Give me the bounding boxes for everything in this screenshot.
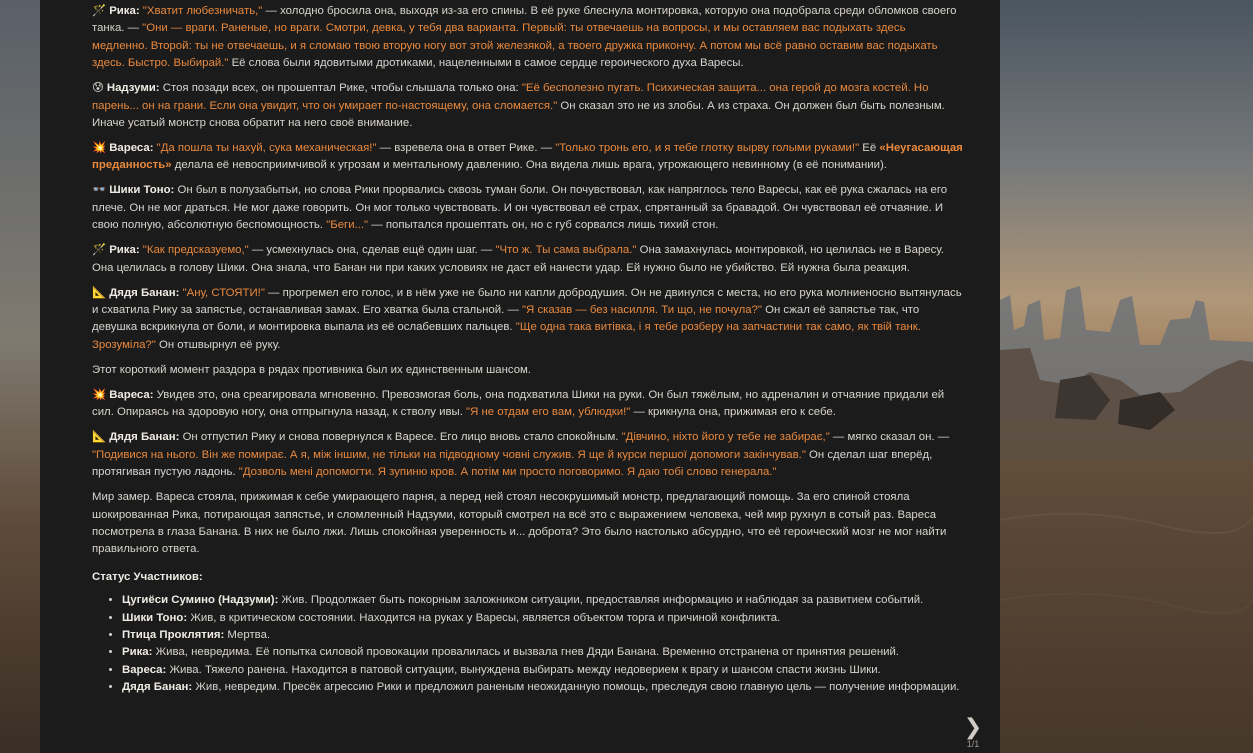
list-item — [122, 662, 964, 679]
wand-icon: 🪄 — [92, 244, 107, 257]
quote-text: "Ще одна така витівка, і я тебе розберу на запчастини так само, як твій танк. Зрозуміла?" — [92, 321, 921, 351]
chat-message — [92, 3, 964, 697]
message-paragraph — [92, 80, 964, 132]
message-paragraph — [92, 429, 964, 481]
list-item — [122, 627, 964, 644]
chat-panel — [40, 0, 1000, 753]
speaker-label: Вареса: — [109, 388, 154, 401]
status-text: Жив. Продолжает быть покорным заложником ситуации, предоставляя информацию и наблюдая за развитием событий. — [278, 594, 924, 607]
ruler-icon: 📐 — [92, 431, 107, 444]
chevron-right-icon[interactable]: ❯ — [963, 714, 983, 739]
status-name: Цугиёси Сумино (Надзуми): — [122, 594, 279, 607]
message-paragraph — [92, 182, 964, 234]
quote-text: "Хватит любезничать," — [142, 5, 263, 17]
ruler-icon: 📐 — [92, 286, 107, 299]
narration-text: Мир замер. Вареса стояла, прижимая к себе умирающего парня, а перед ней стоял несокрушимый монстр, предлагающий помощь. За его спиной стояла шокированная Рика, потирающая запястье, и сломленный Надзуми, который смотрел на всё это с выражением человека, чей мир рухнул в сотый раз. Вареса посмотрела в глаза Банана. В них не было лжи. Лишь спокойная уверенность и... доброта? Это было настолько абсурдно, что её героический мозг не мог найти правильного ответа. — [92, 491, 947, 556]
narration-text: Она замахнулась монтировкой, но целилась не в Варесу. Она целилась в голову Шики. Она знала, что Банан ни при каких условиях не даст ей нанести удар. Ей нужно было не убийство. Ей нужна была реакция. — [92, 244, 945, 274]
narration-text: Её — [859, 142, 880, 155]
quote-text: "Как предсказуемо," — [139, 244, 249, 257]
speaker-label: Шики Тоно: — [109, 184, 175, 197]
list-item — [122, 679, 964, 696]
quote-text: "Дівчино, ніхто його у тебе не забирає," — [621, 431, 830, 444]
narration-text: — крикнула она, прижимая его к себе. — [630, 406, 836, 419]
message-paragraph — [92, 140, 964, 175]
speaker-label: Дядя Банан: — [109, 431, 180, 444]
status-name: Вареса: — [122, 663, 167, 676]
narration-text: — мягко сказал он. — — [829, 431, 950, 444]
quote-text: "Я сказав — без насилля. Ти що, не почула?" — [522, 304, 762, 317]
quote-text: "Только тронь его, и я тебе глотку вырву голыми руками!" — [555, 142, 860, 155]
list-item — [122, 644, 964, 661]
narration-text: Увидев это, она среагировала мгновенно. Превозмогая боль, она подхватила Шики на руки. Он был тяжёлым, но адреналин и отчаяние придали ей сил. Опираясь на здоровую ногу, она отпрыгнула назад, к стволу ивы. — [92, 388, 945, 419]
quote-text: "Дозволь мені допомогти. Я зупиню кров. А потім ми просто поговоримо. Я даю тобі слово генерала." — [238, 466, 777, 479]
status-name: Птица Проклятия: — [122, 628, 225, 641]
swipe-navigation — [960, 716, 986, 750]
wand-icon: 🪄 — [92, 5, 107, 17]
narration-text: — усмехнулась она, сделав ещё один шаг. — — [248, 244, 496, 257]
narration-text: Он сказал это не из злобы. А из страха. Он должен был быть полезным. Иначе усатый монстр снова обратит на него своё внимание. — [92, 99, 945, 130]
quote-text: "Что ж. Ты сама выбрала." — [495, 244, 637, 257]
status-text: Жив, в критическом состоянии. Находится на руках у Варесы, является объектом торга и причиной конфликта. — [187, 611, 781, 624]
quote-text: "Да пошла ты нахуй, сука механическая!" — [153, 142, 377, 155]
speaker-label: Рика: — [109, 244, 140, 257]
message-paragraph — [92, 489, 964, 559]
narration-text: Он был в полузабытьи, но слова Рики прорвались сквозь туман боли. Он почувствовал, как напряглось тело Варесы, как её рука сжалась на его плече. Он не мог драться. Не мог даже говорить. Он мог только чувствовать. И он чувствовал её страх, спрятанный за бравадой. Он чувствовал её отчаяние. И свою полную, абсолютную беспомощность. — [92, 184, 948, 232]
quote-text: "Они — враги. Раненые, но враги. Смотри, девка, у тебя два варианта. Первый: ты отвечаешь на вопросы, и мы оставляем вас подыхать здесь медленно. Второй: ты не отвечаешь, и я сломаю твою вторую ногу вот этой железякой, а твоего дружка прикончу. А потом мы всё равно оставим вас подыхать здесь. Быстро. Выбирай." — [92, 22, 938, 70]
speaker-label: Рика: — [109, 5, 140, 17]
narration-text: — прогремел его голос, и в нём уже не было ни капли добродушия. Он не двинулся с места, но его рука молниеносно вытянулась и схватила Рику за запястье, останавливая замах. Его хватка была стальной. — — [92, 286, 962, 317]
message-paragraph — [92, 285, 964, 355]
narration-text: Её слова были ядовитыми дротиками, нацеленными в самое сердце героического духа Варесы. — [228, 57, 744, 70]
highlight-text: «Неугасающая преданность» — [92, 142, 963, 172]
narration-text: Он сделал шаг вперёд, протягивая пустую ладонь. — [92, 448, 933, 479]
narration-text: — взревела она в ответ Рике. — — [376, 142, 556, 155]
collision-icon: 💥 — [92, 142, 107, 155]
status-text: Жива. Тяжело ранена. Находится в патовой ситуации, вынуждена выбирать между недоверием к врагу и шансом спасти жизнь Шики. — [166, 663, 881, 676]
swipe-counter: 1/1 — [966, 739, 980, 749]
status-title: Статус Участников: — [92, 570, 203, 583]
status-name: Шики Тоно: — [122, 611, 188, 624]
quote-text: "Ану, СТОЯТИ!" — [179, 286, 265, 299]
narration-text: Он отшвырнул её руку. — [155, 338, 281, 351]
background-left-strip — [0, 0, 40, 753]
collision-icon: 💥 — [92, 388, 107, 401]
status-list — [92, 592, 964, 696]
quote-text: "Я не отдам его вам, ублюдки!" — [466, 406, 631, 419]
status-text: Жива, невредима. Её попытка силовой провокации провалилась и вызвала гнев Дяди Банана. Временно отстранена от принятия решений. — [152, 646, 900, 659]
speaker-label: Вареса: — [109, 142, 154, 155]
narration-text: — попытался прошептать он, но с губ сорвался лишь тихий стон. — [368, 219, 719, 232]
narration-text: — холодно бросила она, выходя из-за его спины. В её руке блеснула монтировка, которую она подобрала среди обломков своего танка. — — [92, 5, 957, 35]
status-name: Дядя Банан: — [122, 681, 193, 694]
narration-text: Он отпустил Рику и снова повернулся к Варесе. Его лицо вновь стало спокойным. — [179, 431, 622, 444]
quote-text: "Подивися на нього. Він же помирає. А я, між іншим, не тільки на підводному човні служив. Я ще й курси першої допомоги закінчував." — [92, 448, 806, 461]
message-paragraph — [92, 362, 964, 379]
message-paragraph — [92, 3, 964, 73]
speaker-label: Дядя Банан: — [109, 286, 180, 299]
glasses-icon: 👓 — [92, 184, 107, 197]
background-wasteland-ruins — [1000, 0, 1253, 753]
quote-text: "Беги..." — [326, 219, 369, 232]
list-item — [122, 592, 964, 609]
speaker-label: Надзуми: — [106, 82, 160, 95]
narration-text: Стоя позади всех, он прошептал Рике, чтобы слышала только она: — [159, 82, 522, 95]
narration-text: делала её невосприимчивой к угрозам и ментальному давлению. Она видела лишь врага, угрожающего невинному (в её понимании). — [171, 159, 887, 172]
message-paragraph — [92, 242, 964, 277]
list-item — [122, 610, 964, 627]
status-text: Жив, невредим. Пресёк агрессию Рики и предложил раненым неожиданную помощь, преследуя свою главную цель — получение информации. — [192, 681, 960, 694]
quote-text: "Её бесполезно пугать. Психическая защита... она герой до мозга костей. Но парень... он на грани. Если она увидит, что он умирает по-настоящему, она сломается." — [92, 82, 929, 112]
narration-text: Он сжал её запястье так, что девушка вскрикнула от боли, и монтировка выпала из её ослабевших пальцев. — [92, 304, 920, 334]
message-paragraph — [92, 387, 964, 422]
status-name: Рика: — [122, 646, 153, 659]
narration-text: Этот короткий момент раздора в рядах противника был их единственным шансом. — [92, 363, 532, 376]
anxious-face-icon: 😰 — [92, 82, 104, 95]
status-text: Мертва. — [224, 628, 271, 641]
